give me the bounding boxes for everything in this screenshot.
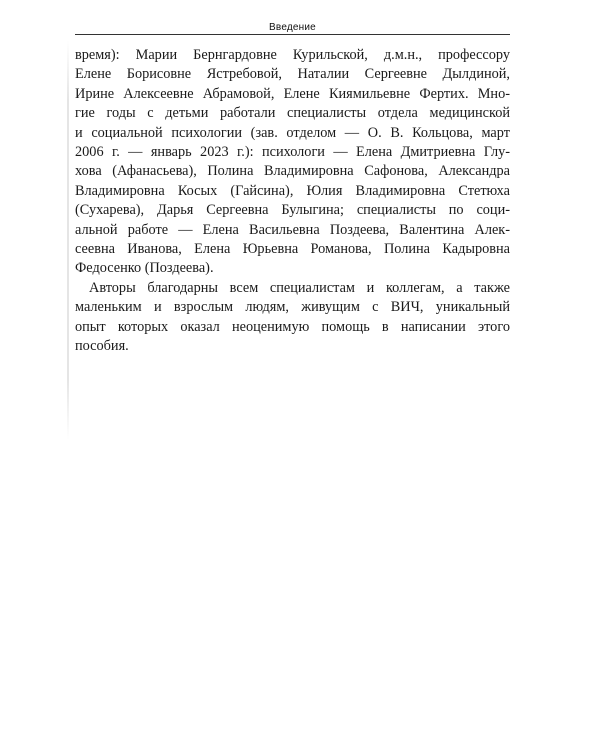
text-line: время): Марии Бернгардовне Курильской, д.м.н., профессору [75, 47, 510, 63]
text-line: 2006 г. — январь 2023 г.): психологи — Елена Дмитриевна Глу- [75, 144, 510, 161]
text-line: опыт которых оказал неоценимую помощь в написании этого [75, 318, 510, 335]
text-line: Елене Борисовне Ястребовой, Наталии Сергеевне Дылдиной, [75, 66, 510, 83]
text-line: сеевна Иванова, Елена Юрьевна Романова, Полина Кадыровна [75, 241, 510, 258]
text-line: хова (Афанасьева), Полина Владимировна Сафонова, Александра [75, 163, 510, 180]
body-text [75, 46, 510, 357]
running-head-title: Введение [269, 22, 316, 33]
paragraph-acknowledgements-continued [75, 46, 510, 279]
gutter-shadow [67, 40, 69, 440]
text-line: (Сухарева), Дарья Сергеевна Булыгина; специалисты по соци- [75, 202, 510, 219]
text-line: пособия. [75, 338, 129, 355]
text-line: гие годы с детьми работали специалисты отдела медицинской [75, 105, 510, 122]
text-line: Владимировна Косых (Гайсина), Юлия Владимировна Стетюха [75, 182, 510, 199]
running-head [75, 14, 510, 35]
text-line: маленьким и взрослым людям, живущим с ВИЧ, уникальный [75, 299, 510, 316]
text-line: Авторы благодарны всем специалистам и коллегам, а также [89, 279, 510, 296]
text-line: и социальной психологии (зав. отделом — О. В. Кольцова, март [75, 124, 510, 141]
text-line: Федосенко (Поздеева). [75, 260, 214, 277]
text-line: альной работе — Елена Васильевна Поздеева, Валентина Алек- [75, 221, 510, 238]
paragraph-gratitude [75, 279, 510, 357]
text-line: Ирине Алексеевне Абрамовой, Елене Киямильевне Фертих. Мно- [75, 85, 510, 102]
